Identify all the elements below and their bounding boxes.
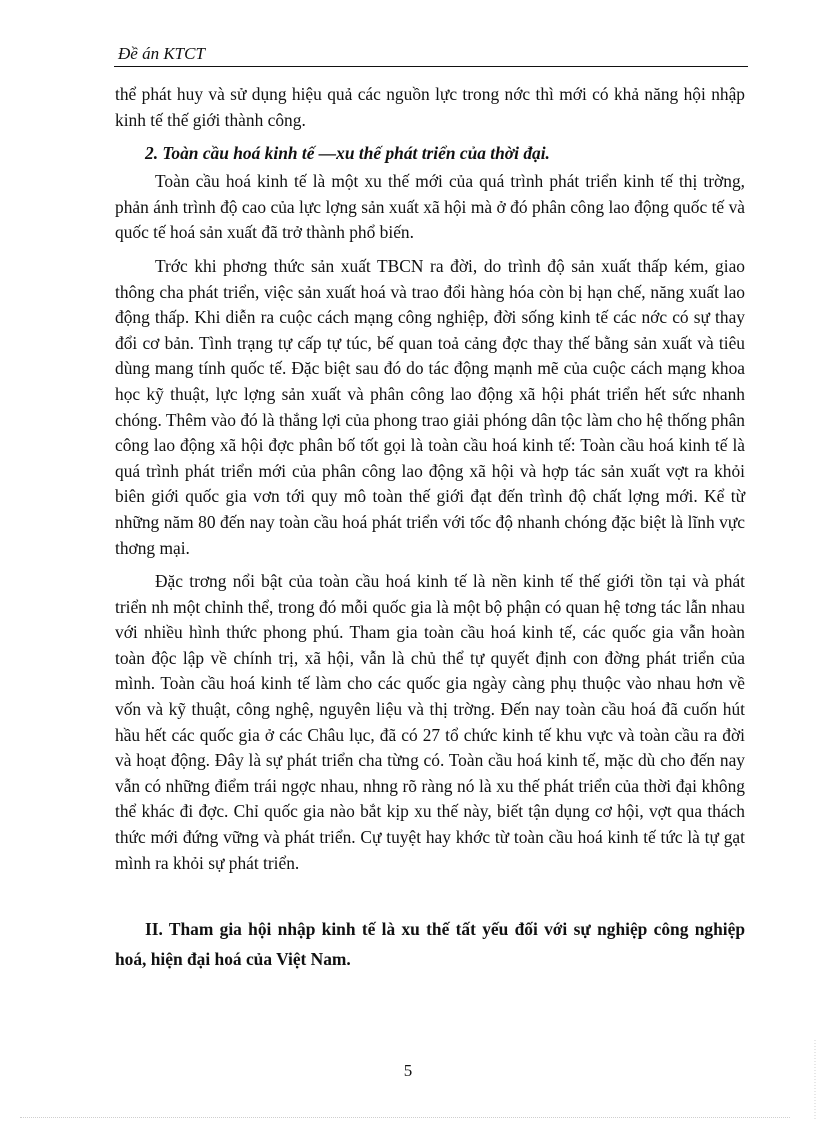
document-body xyxy=(115,82,745,974)
footer-divider xyxy=(20,1117,790,1118)
paragraph-2: Trớc khi phơng thức sản xuất TBCN ra đời, do trình độ sản xuất thấp kém, giao thông cha phát triển, việc sản xuất hoá và trao đổi hàng hóa còn bị hạn chế, năng xuất lao động thấp. Khi diễn ra cuộc cách mạng công nghiệp, đời sống kinh tế các nớc có sự thay đổi cơ bản. Tình trạng tự cấp tự túc, bế quan toả cảng đợc thay thế bằng sản xuất và tiêu dùng mang tính quốc tế. Đặc biệt sau đó do tác động mạnh mẽ của cuộc cách mạng khoa học kỹ thuật, lực lợng sản xuất và phân công lao động xã hội phát triển hết sức nhanh chóng. Thêm vào đó là thắng lợi của phong trao giải phóng dân tộc làm cho hệ thống phân công lao động xã hội đợc phân bố tốt gọi là toàn cầu hoá kinh tế: Toàn cầu hoá kinh tế là quá trình phát triển mới của phân công lao động xã hội và hợp tác sản xuất vợt ra khỏi biên giới quốc gia vơn tới quy mô toàn thế giới đạt đến trình độ chất lợng mới. Kể từ những năm 80 đến nay toàn cầu hoá phát triển với tốc độ nhanh chóng đặc biệt là lĩnh vực thơng mại. xyxy=(115,255,745,558)
paragraph-3: Đặc trơng nổi bật của toàn cầu hoá kinh tế là nền kinh tế thế giới tồn tại và phát triển nh một chỉnh thể, trong đó mỗi quốc gia là một bộ phận có quan hệ tơng tác lẫn nhau với nhiều hình thức phong phú. Tham gia toàn cầu hoá kinh tế, các quốc gia vẫn hoàn toàn độc lập về chính trị, xã hội, vẫn là chủ thể tự quyết định con đờng phát triển của mình. Toàn cầu hoá kinh tế làm cho các quốc gia ngày càng phụ thuộc vào nhau hơn về vốn và kỹ thuật, công nghệ, nguyên liệu và thị trờng. Đến nay toàn cầu hoá đã cuốn hút hầu hết các quốc gia ở các Châu lục, đã có 27 tổ chức kinh tế khu vực và toàn cầu ra đời và hoạt động. Đây là sự phát triển cha từng có. Toàn cầu hoá kinh tế, mặc dù cho đến nay vẫn có những điểm trái ngợc nhau, nhng rõ ràng nó là xu thế phát triển của thời đại không thể khác đi đợc. Chỉ quốc gia nào bắt kịp xu thế này, biết tận dụng cơ hội, vợt qua thách thức mới đứng vững và phát triển. Cự tuyệt hay khớc từ toàn cầu hoá kinh tế tức là tự gạt mình ra khỏi sự phát triển. xyxy=(115,571,745,873)
section-ii-heading: II. Tham gia hội nhập kinh tế là xu thế tất yếu đối với sự nghiệp công nghiệp hoá, hiện đại hoá của Việt Nam. xyxy=(115,919,745,970)
page-number: 5 xyxy=(403,1061,413,1080)
document-header-title: Đề án KTCT xyxy=(118,44,205,63)
header-divider xyxy=(114,66,748,67)
corner-decoration xyxy=(792,1040,816,1120)
paragraph-1: Toàn cầu hoá kinh tế là một xu thế mới của quá trình phát triển kinh tế thị trờng, phản ánh trình độ cao của lực lợng sản xuất xã hội mà ở đó phân công lao động quốc tế và quốc tế hoá sản xuất đã trở thành phổ biến. xyxy=(115,171,745,243)
paragraph-continuation: thể phát huy và sử dụng hiệu quả các nguồn lực trong nớc thì mới có khả năng hội nhập kinh tế thế giới thành công. xyxy=(115,84,745,130)
section-heading: 2. Toàn cầu hoá kinh tế —xu thế phát triển của thời đại. xyxy=(145,143,550,164)
